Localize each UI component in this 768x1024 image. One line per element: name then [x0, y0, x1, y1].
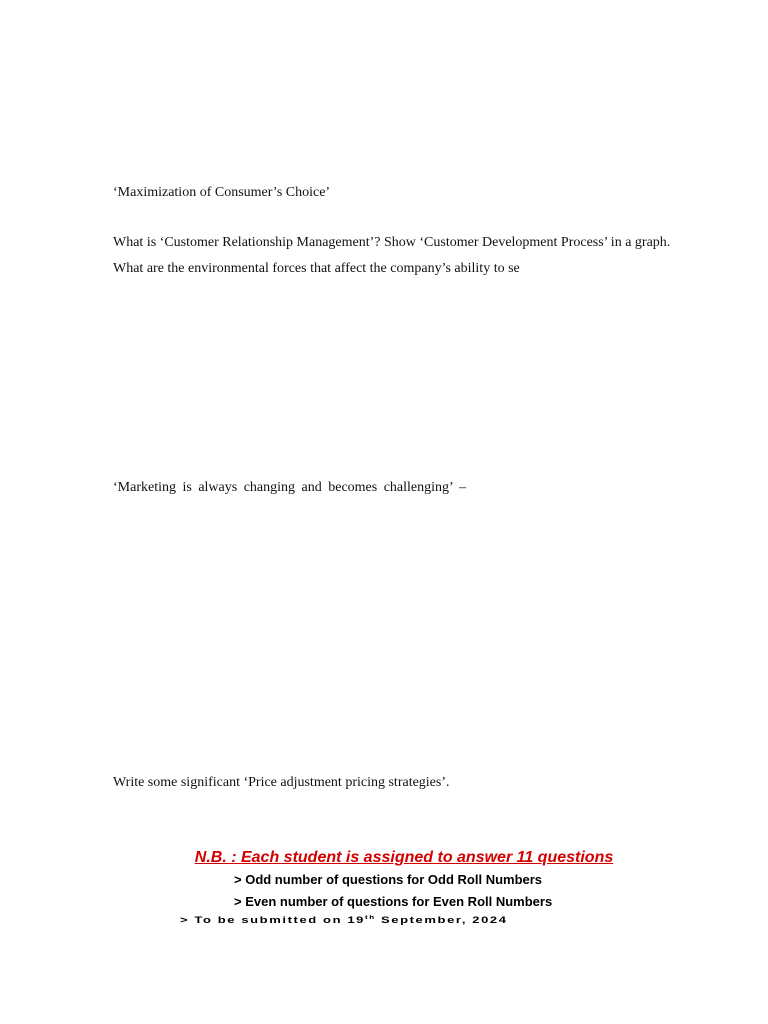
submission-date-note: [180, 911, 508, 926]
submission-suffix: September, 2024: [375, 914, 508, 925]
question-price-adjustment: Write some significant ‘Price adjustment pricing strategies’.: [113, 775, 450, 790]
question-crm: What is ‘Customer Relationship Management’? Show ‘Customer Development Process’ in a graph.: [113, 235, 671, 250]
question-environmental-forces: What are the environmental forces that affect the company’s ability to se: [113, 261, 520, 276]
question-maximization: ‘Maximization of Consumer’s Choice’: [113, 185, 331, 200]
even-roll-note: > Even number of questions for Even Roll Numbers: [234, 894, 553, 909]
submission-prefix: > To be submitted on 19: [180, 914, 365, 925]
nb-notice: N.B. : Each student is assigned to answer 11 questions: [194, 849, 614, 866]
submission-ordinal-suffix: th: [365, 913, 376, 921]
odd-roll-note: > Odd number of questions for Odd Roll Numbers: [234, 872, 543, 887]
question-marketing-changing: ‘Marketing is always changing and becomes challenging’ –: [113, 480, 467, 495]
